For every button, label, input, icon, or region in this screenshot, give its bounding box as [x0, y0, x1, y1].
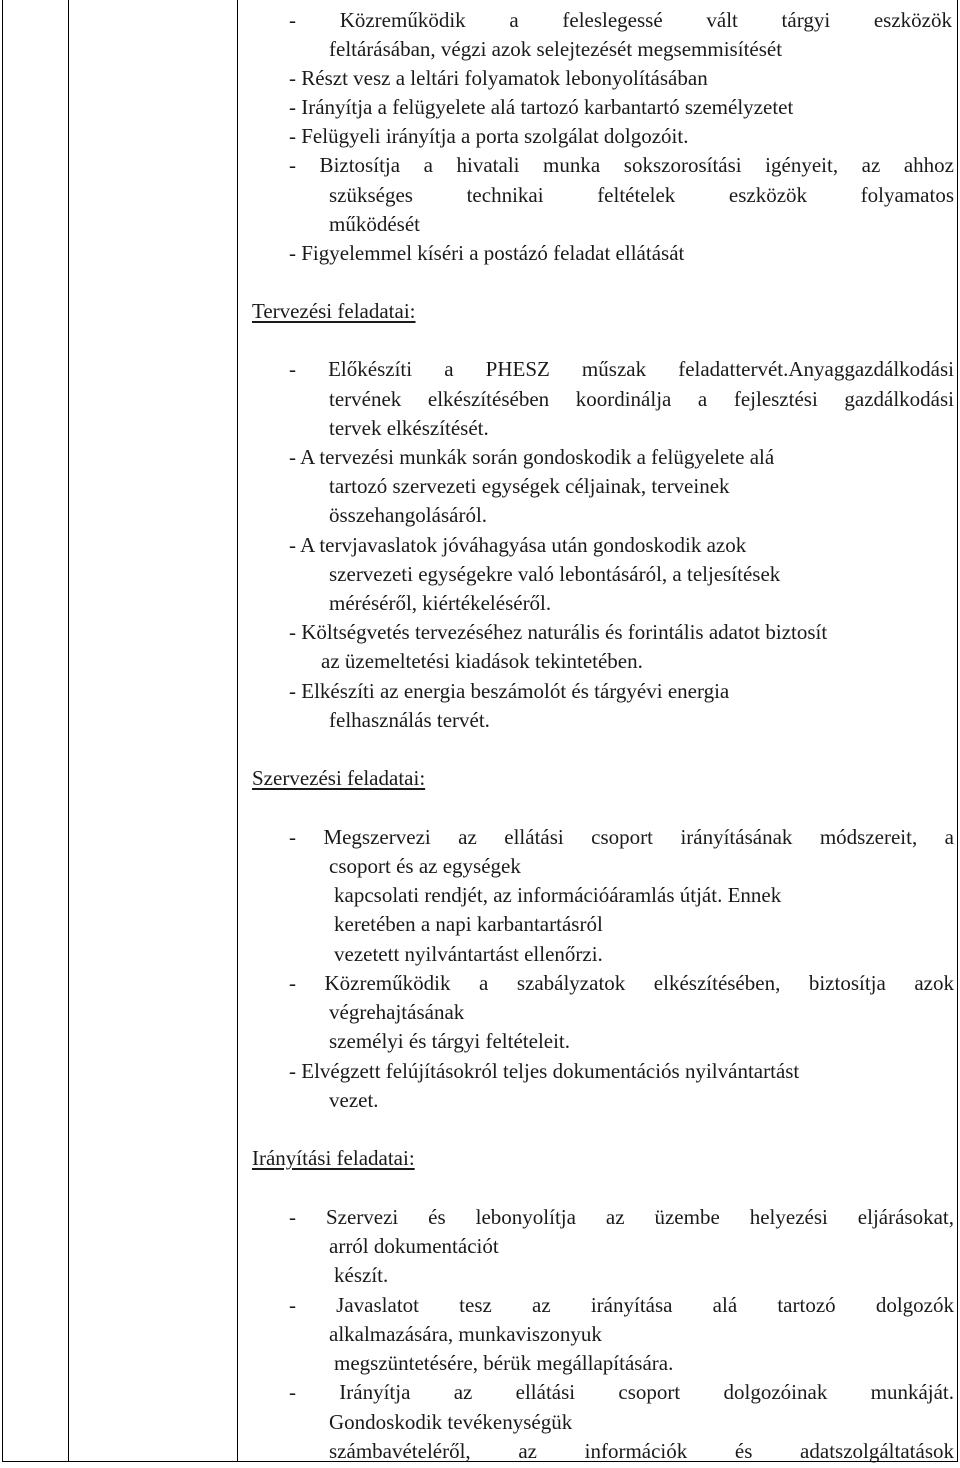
- duty-line: - Közreműködik a feleslegessé vált tárgyi eszközök: [289, 8, 952, 32]
- section-heading-iranyitasi: Irányítási feladatai:: [252, 1146, 415, 1170]
- duty-line: szervezeti egységekre való lebontásáról, a teljesítések: [329, 562, 781, 586]
- table-column-divider-1: [68, 0, 69, 1462]
- duty-line: arról dokumentációt: [329, 1234, 499, 1258]
- duty-line: - Figyelemmel kíséri a postázó feladat ellátását: [289, 241, 685, 265]
- duty-line: személyi és tárgyi feltételeit.: [329, 1029, 571, 1053]
- duty-line: vezetett nyilvántartást ellenőrzi.: [334, 942, 603, 966]
- section-heading-tervezesi: Tervezési feladatai:: [252, 299, 416, 323]
- duty-line: - Közreműködik a szabályzatok elkészítésében, biztosítja azok: [289, 971, 954, 995]
- duty-line: - Elvégzett felújításokról teljes dokumentációs nyilvántartást: [289, 1059, 800, 1083]
- duty-line: - Részt vesz a leltári folyamatok lebonyolításában: [289, 66, 708, 90]
- duty-line: feltárásában, végzi azok selejtezését megsemmisítését: [329, 37, 783, 61]
- duty-line: tartozó szervezeti egységek céljainak, terveinek: [329, 474, 730, 498]
- duty-line: - Elkészíti az energia beszámolót és tárgyévi energia: [289, 679, 730, 703]
- duty-line: összehangolásáról.: [329, 503, 488, 527]
- duty-line: - Szervezi és lebonyolítja az üzembe helyezési eljárásokat,: [289, 1205, 954, 1229]
- duty-line: kapcsolati rendjét, az információáramlás útját. Ennek: [334, 883, 782, 907]
- duty-line: készít.: [334, 1263, 389, 1287]
- duty-line: - Irányítja az ellátási csoport dolgozóinak munkáját.: [289, 1380, 954, 1404]
- duty-line: - Biztosítja a hivatali munka sokszorosítási igényeit, az ahhoz: [289, 153, 954, 177]
- duty-line: számbavételéről, az információk és adatszolgáltatások: [329, 1439, 954, 1463]
- duty-line: alkalmazására, munkaviszonyuk: [329, 1322, 602, 1346]
- duty-line: működését: [329, 212, 420, 236]
- duty-line: - Megszervezi az ellátási csoport irányításának módszereit, a: [289, 825, 954, 849]
- duty-line: - Előkészíti a PHESZ műszak feladattervét.Anyaggazdálkodási: [289, 357, 954, 381]
- duty-line: keretében a napi karbantartásról: [334, 912, 603, 936]
- duty-line: megszüntetésére, bérük megállapítására.: [334, 1351, 674, 1375]
- section-heading-szervezesi: Szervezési feladatai:: [252, 766, 426, 790]
- duty-line: vezet.: [329, 1088, 379, 1112]
- duty-line: - Irányítja a felügyelete alá tartozó karbantartó személyzetet: [289, 95, 794, 119]
- duty-line: - A tervezési munkák során gondoskodik a felügyelete alá: [289, 445, 775, 469]
- duty-line: felhasználás tervét.: [329, 708, 490, 732]
- duty-line: méréséről, kiértékeléséről.: [329, 591, 552, 615]
- duty-line: szükséges technikai feltételek eszközök folyamatos: [329, 183, 954, 207]
- duty-line: tervek elkészítését.: [329, 416, 489, 440]
- duty-line: - Költségvetés tervezéséhez naturális és forintális adatot biztosít: [289, 620, 828, 644]
- duty-line: - Felügyeli irányítja a porta szolgálat dolgozóit.: [289, 124, 689, 148]
- duty-line: az üzemeltetési kiadások tekintetében.: [321, 649, 643, 673]
- duty-line: - Javaslatot tesz az irányítása alá tartozó dolgozók: [289, 1293, 954, 1317]
- table-border-right: [957, 0, 958, 1462]
- duty-line: csoport és az egységek: [329, 854, 521, 878]
- table-column-divider-2: [237, 0, 238, 1462]
- duty-line: Gondoskodik tevékenységük: [329, 1410, 573, 1434]
- duty-line: végrehajtásának: [329, 1000, 465, 1024]
- table-border-left: [2, 0, 3, 1462]
- duty-line: - A tervjavaslatok jóváhagyása után gondoskodik azok: [289, 533, 747, 557]
- duty-line: tervének elkészítésében koordinálja a fejlesztési gazdálkodási: [329, 387, 954, 411]
